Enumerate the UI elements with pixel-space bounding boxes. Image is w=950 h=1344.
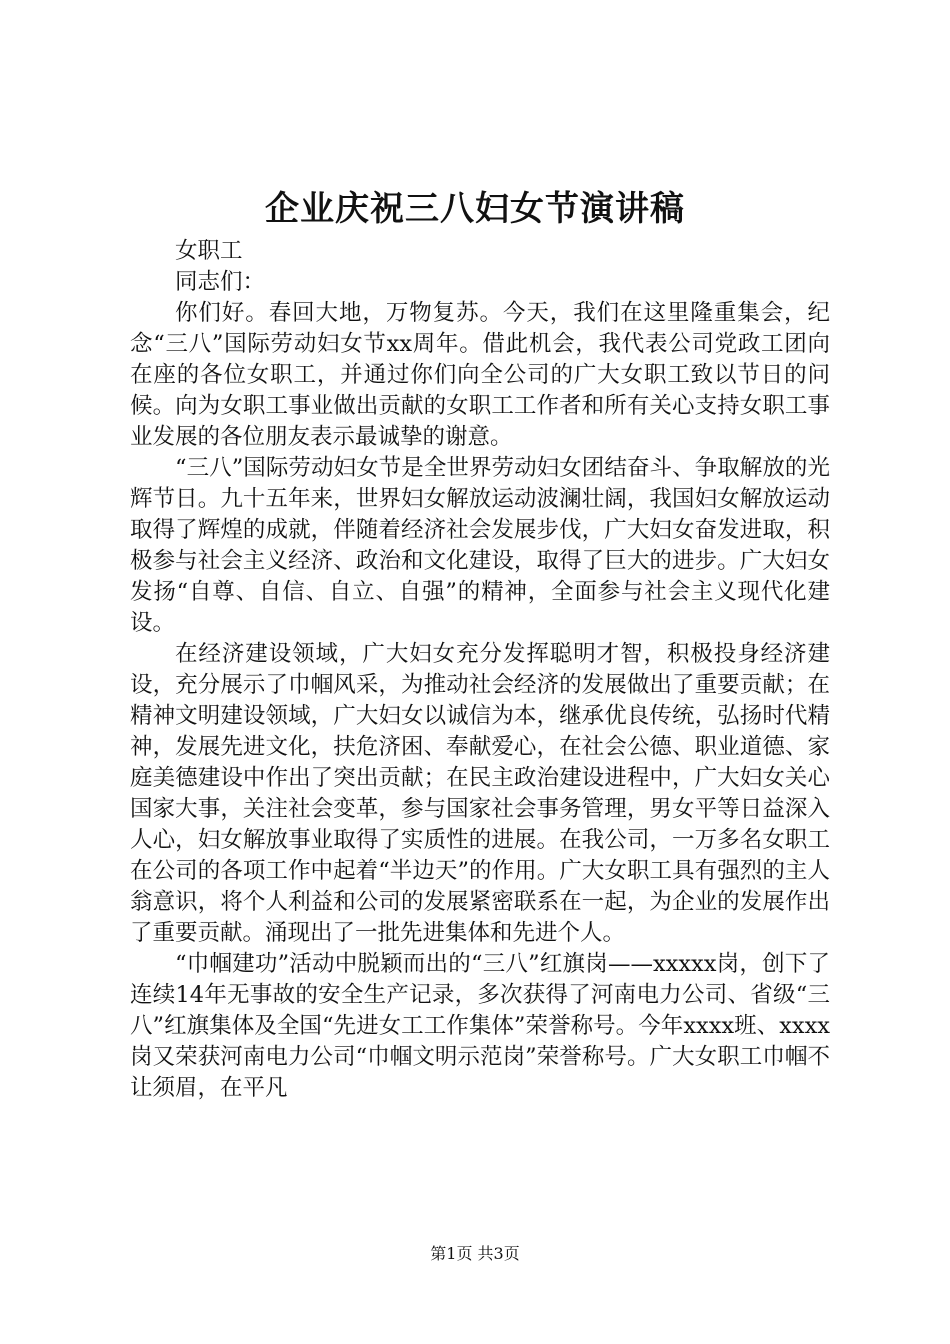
body-paragraph: “三八”国际劳动妇女节是全世界劳动妇女团结奋斗、争取解放的光辉节日。九十五年来，世界妇女解放运动波澜壮阔，我国妇女解放运动取得了辉煌的成就，伴随着经济社会发展步伐，广大妇女奋发进取，积极参与社会主义经济、政治和文化建设，取得了巨大的进步。广大妇女发扬“自尊、自信、自立、自强”的精神，全面参与社会主义现代化建设。 xyxy=(130,455,830,636)
salutation-line-2: 同志们： xyxy=(175,269,266,295)
salutation-line-1: 女职工 xyxy=(175,238,243,264)
document-title: 企业庆祝三八妇女节演讲稿 xyxy=(265,189,685,229)
body-paragraph: “巾帼建功”活动中脱颖而出的“三八”红旗岗——xxxxx岗，创下了连续14年无事故的安全生产记录，多次获得了河南电力公司、省级“三八”红旗集体及全国“先进女工工作集体”荣誉称号。今年xxxx班、xxxx岗又荣获河南电力公司“巾帼文明示范岗”荣誉称号。广大女职工巾帼不让须眉，在平凡 xyxy=(130,951,830,1101)
page-number-footer: 第1页 共3页 xyxy=(430,1244,520,1263)
body-paragraph: 在经济建设领域，广大妇女充分发挥聪明才智，积极投身经济建设，充分展示了巾帼风采，为推动社会经济的发展做出了重要贡献；在精神文明建设领域，广大妇女以诚信为本，继承优良传统，弘扬时代精神，发展先进文化，扶危济困、奉献爱心，在社会公德、职业道德、家庭美德建设中作出了突出贡献；在民主政治建设进程中，广大妇女关心国家大事，关注社会变革，参与国家社会事务管理，男女平等日益深入人心，妇女解放事业取得了实质性的进展。在我公司，一万多名女职工在公司的各项工作中起着“半边天”的作用。广大女职工具有强烈的主人翁意识，将个人利益和公司的发展紧密联系在一起，为企业的发展作出了重要贡献。涌现出了一批先进集体和先进个人。 xyxy=(130,641,830,946)
body-paragraph: 你们好。春回大地，万物复苏。今天，我们在这里隆重集会，纪念“三八”国际劳动妇女节xx周年。借此机会，我代表公司党政工团向在座的各位女职工，并通过你们向全公司的广大女职工致以节日的问候。向为女职工事业做出贡献的女职工工作者和所有关心支持女职工事业发展的各位朋友表示最诚挚的谢意。 xyxy=(130,300,830,450)
document-body xyxy=(130,236,830,1104)
